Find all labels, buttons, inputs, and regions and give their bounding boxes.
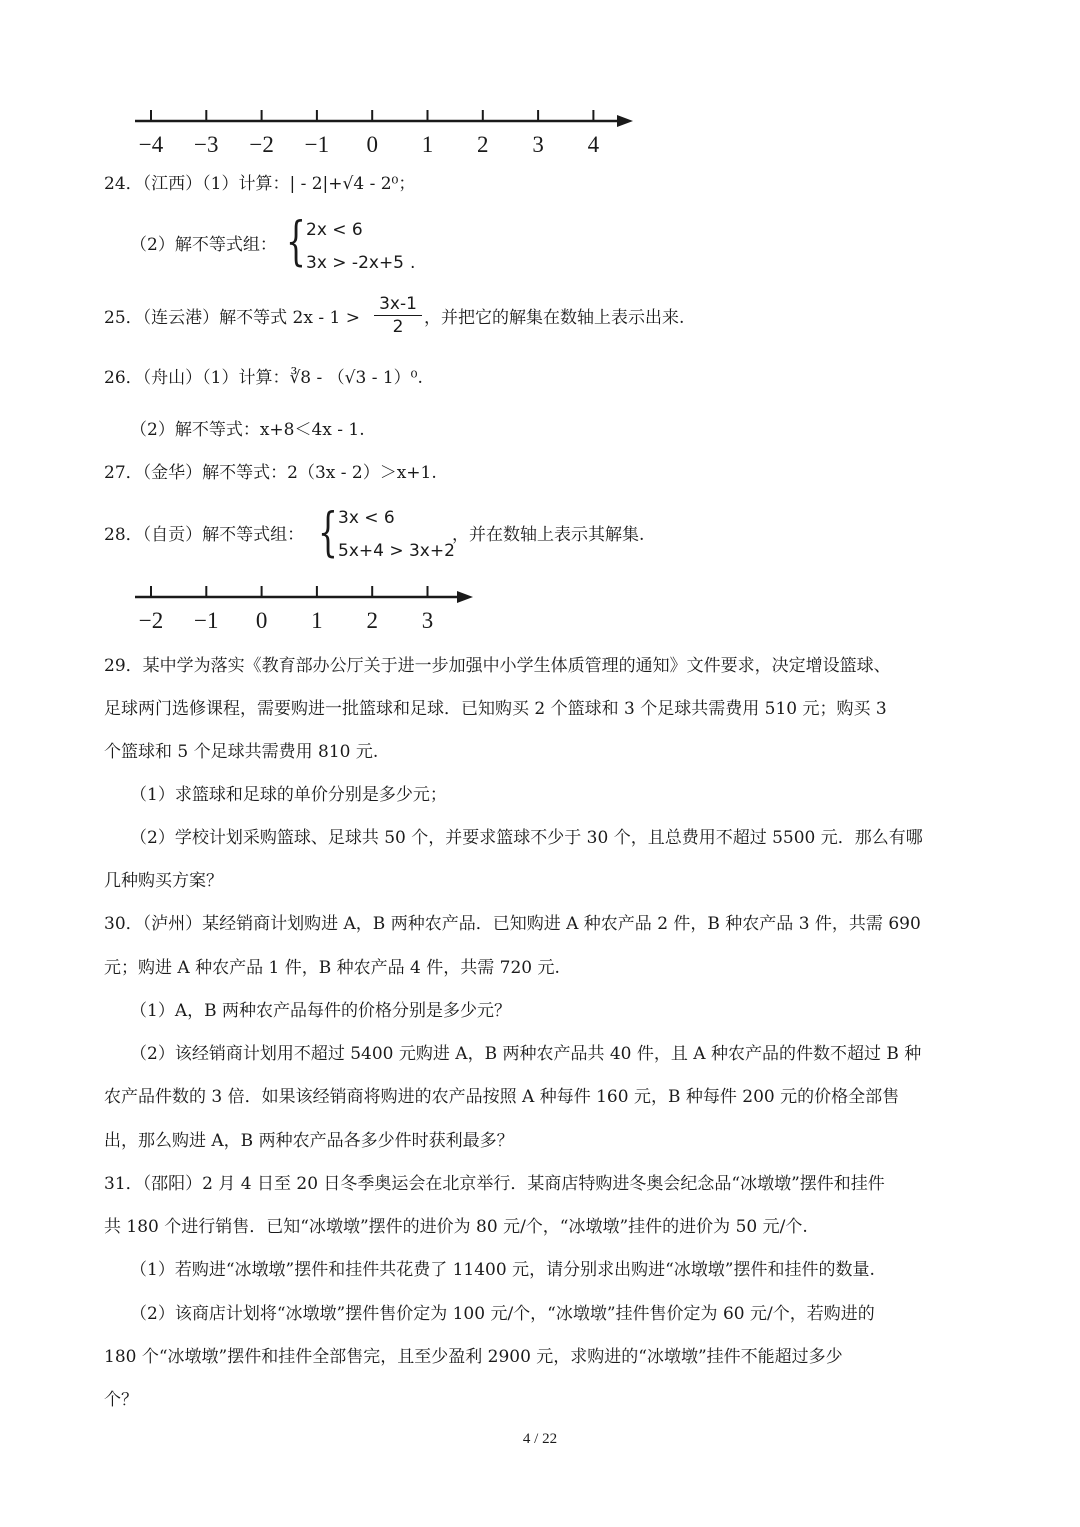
number-line-label: 1 [421, 132, 434, 157]
q31-line-6: 个？ [104, 1390, 138, 1410]
number-line-label: −1 [194, 608, 219, 633]
number-line-label: 0 [366, 132, 378, 157]
q28-system-brace: { [318, 503, 338, 563]
number-line-label: −2 [138, 608, 164, 633]
q31-line-2: 共 180 个进行销售．已知“冰墩墩”摆件的进价为 80 元/个，“冰墩墩”挂件的进价为 50 元/个. [104, 1217, 808, 1237]
q25-frac-num: 3x-1 [379, 294, 417, 314]
q29-line-1: 29．某中学为落实《教育部办公厅关于进一步加强中小学生体质管理的通知》文件要求，决定增设篮球、 [104, 656, 891, 676]
number-line-label: 0 [255, 608, 268, 633]
q26-line1: 26．（舟山）（1）计算：∛8 - （√3 - 1）⁰. [104, 368, 423, 388]
number-line-label: −2 [249, 132, 274, 157]
q28-before: 28．（自贡）解不等式组： [104, 525, 305, 545]
q25-after: ，并把它的解集在数轴上表示出来. [424, 308, 685, 328]
q29-line-6: 几种购买方案？ [104, 871, 223, 891]
q29-line-5: （2）学校计划采购篮球、足球共 50 个，并要求篮球不少于 30 个，且总费用不超过 5500 元．那么有哪 [130, 828, 923, 848]
q31-line-1: 31．（邵阳）2 月 4 日至 20 日冬季奥运会在北京举行．某商店特购进冬奥会纪念品“冰墩墩”摆件和挂件 [104, 1174, 885, 1194]
q24-line1: 24．（江西）（1）计算：| - 2|+√4 - 2⁰； [104, 174, 416, 194]
number-line-label: −3 [194, 132, 219, 157]
q26-line2: （2）解不等式：x+8＜4x - 1. [130, 420, 365, 440]
number-line-label: 3 [532, 132, 544, 157]
q28-system-line-1: 3x < 6 [338, 508, 395, 528]
q30-line-4: （2）该经销商计划用不超过 5400 元购进 A，B 两种农产品共 40 件，且 A 种农产品的件数不超过 B 种 [130, 1044, 922, 1064]
q31-line-5: 180 个“冰墩墩”摆件和挂件全部售完，且至少盈利 2900 元，求购进的“冰墩墩”挂件不能超过多少 [104, 1347, 843, 1367]
q24-system-line-2: 3x > -2x+5 [306, 253, 404, 273]
number-line-label: 4 [587, 132, 600, 157]
number-line-label: 2 [477, 132, 489, 157]
q29-line-4: （1）求篮球和足球的单价分别是多少元； [130, 785, 447, 805]
q30-line-1: 30．（泸州）某经销商计划购进 A，B 两种农产品．已知购进 A 种农产品 2 件，B 种农产品 3 件，共需 690 [104, 914, 921, 934]
number-line-label: 3 [421, 608, 434, 633]
number-line-label: 1 [311, 608, 323, 633]
number-line-label: −4 [138, 132, 164, 157]
q31-line-4: （2）该商店计划将“冰墩墩”摆件售价定为 100 元/个，“冰墩墩”挂件售价定为 60 元/个，若购进的 [130, 1304, 875, 1324]
q28-after: ，并在数轴上表示其解集. [452, 525, 645, 545]
q31-line-3: （1）若购进“冰墩墩”摆件和挂件共花费了 11400 元，请分别求出购进“冰墩墩”摆件和挂件的数量. [130, 1260, 875, 1280]
q24-system-end: . [410, 253, 416, 273]
number-line-label: 2 [366, 608, 378, 633]
q28-system-line-2: 5x+4 > 3x+2 [338, 541, 455, 561]
q30-line-5: 农产品件数的 3 倍．如果该经销商将购进的农产品按照 A 种每件 160 元，B 种每件 200 元的价格全部售 [104, 1087, 900, 1107]
q30-line-2: 元；购进 A 种农产品 1 件，B 种农产品 4 件，共需 720 元. [104, 958, 560, 978]
q30-line-3: （1）A，B 两种农产品每件的价格分别是多少元？ [130, 1001, 511, 1021]
q24-system-line-1: 2x < 6 [306, 220, 363, 240]
q30-line-6: 出，那么购进 A，B 两种农产品各多少件时获利最多？ [104, 1131, 514, 1151]
q25-frac-den: 2 [392, 317, 404, 337]
q24-part2-label: （2）解不等式组： [130, 235, 277, 255]
q25-fraction [374, 294, 422, 337]
q27-line1: 27．（金华）解不等式：2（3x - 2）＞x+1. [104, 463, 437, 483]
number-line-label: −1 [304, 132, 330, 157]
q24-system-brace: { [286, 212, 306, 272]
q25-before: 25．（连云港）解不等式 2x - 1 > [104, 308, 360, 328]
page-number: 4 / 22 [522, 1431, 558, 1447]
q29-line-3: 个篮球和 5 个足球共需费用 810 元. [104, 742, 379, 762]
q29-line-2: 足球两门选修课程，需要购进一批篮球和足球．已知购买 2 个篮球和 3 个足球共需费用 510 元；购买 3 [104, 699, 887, 719]
